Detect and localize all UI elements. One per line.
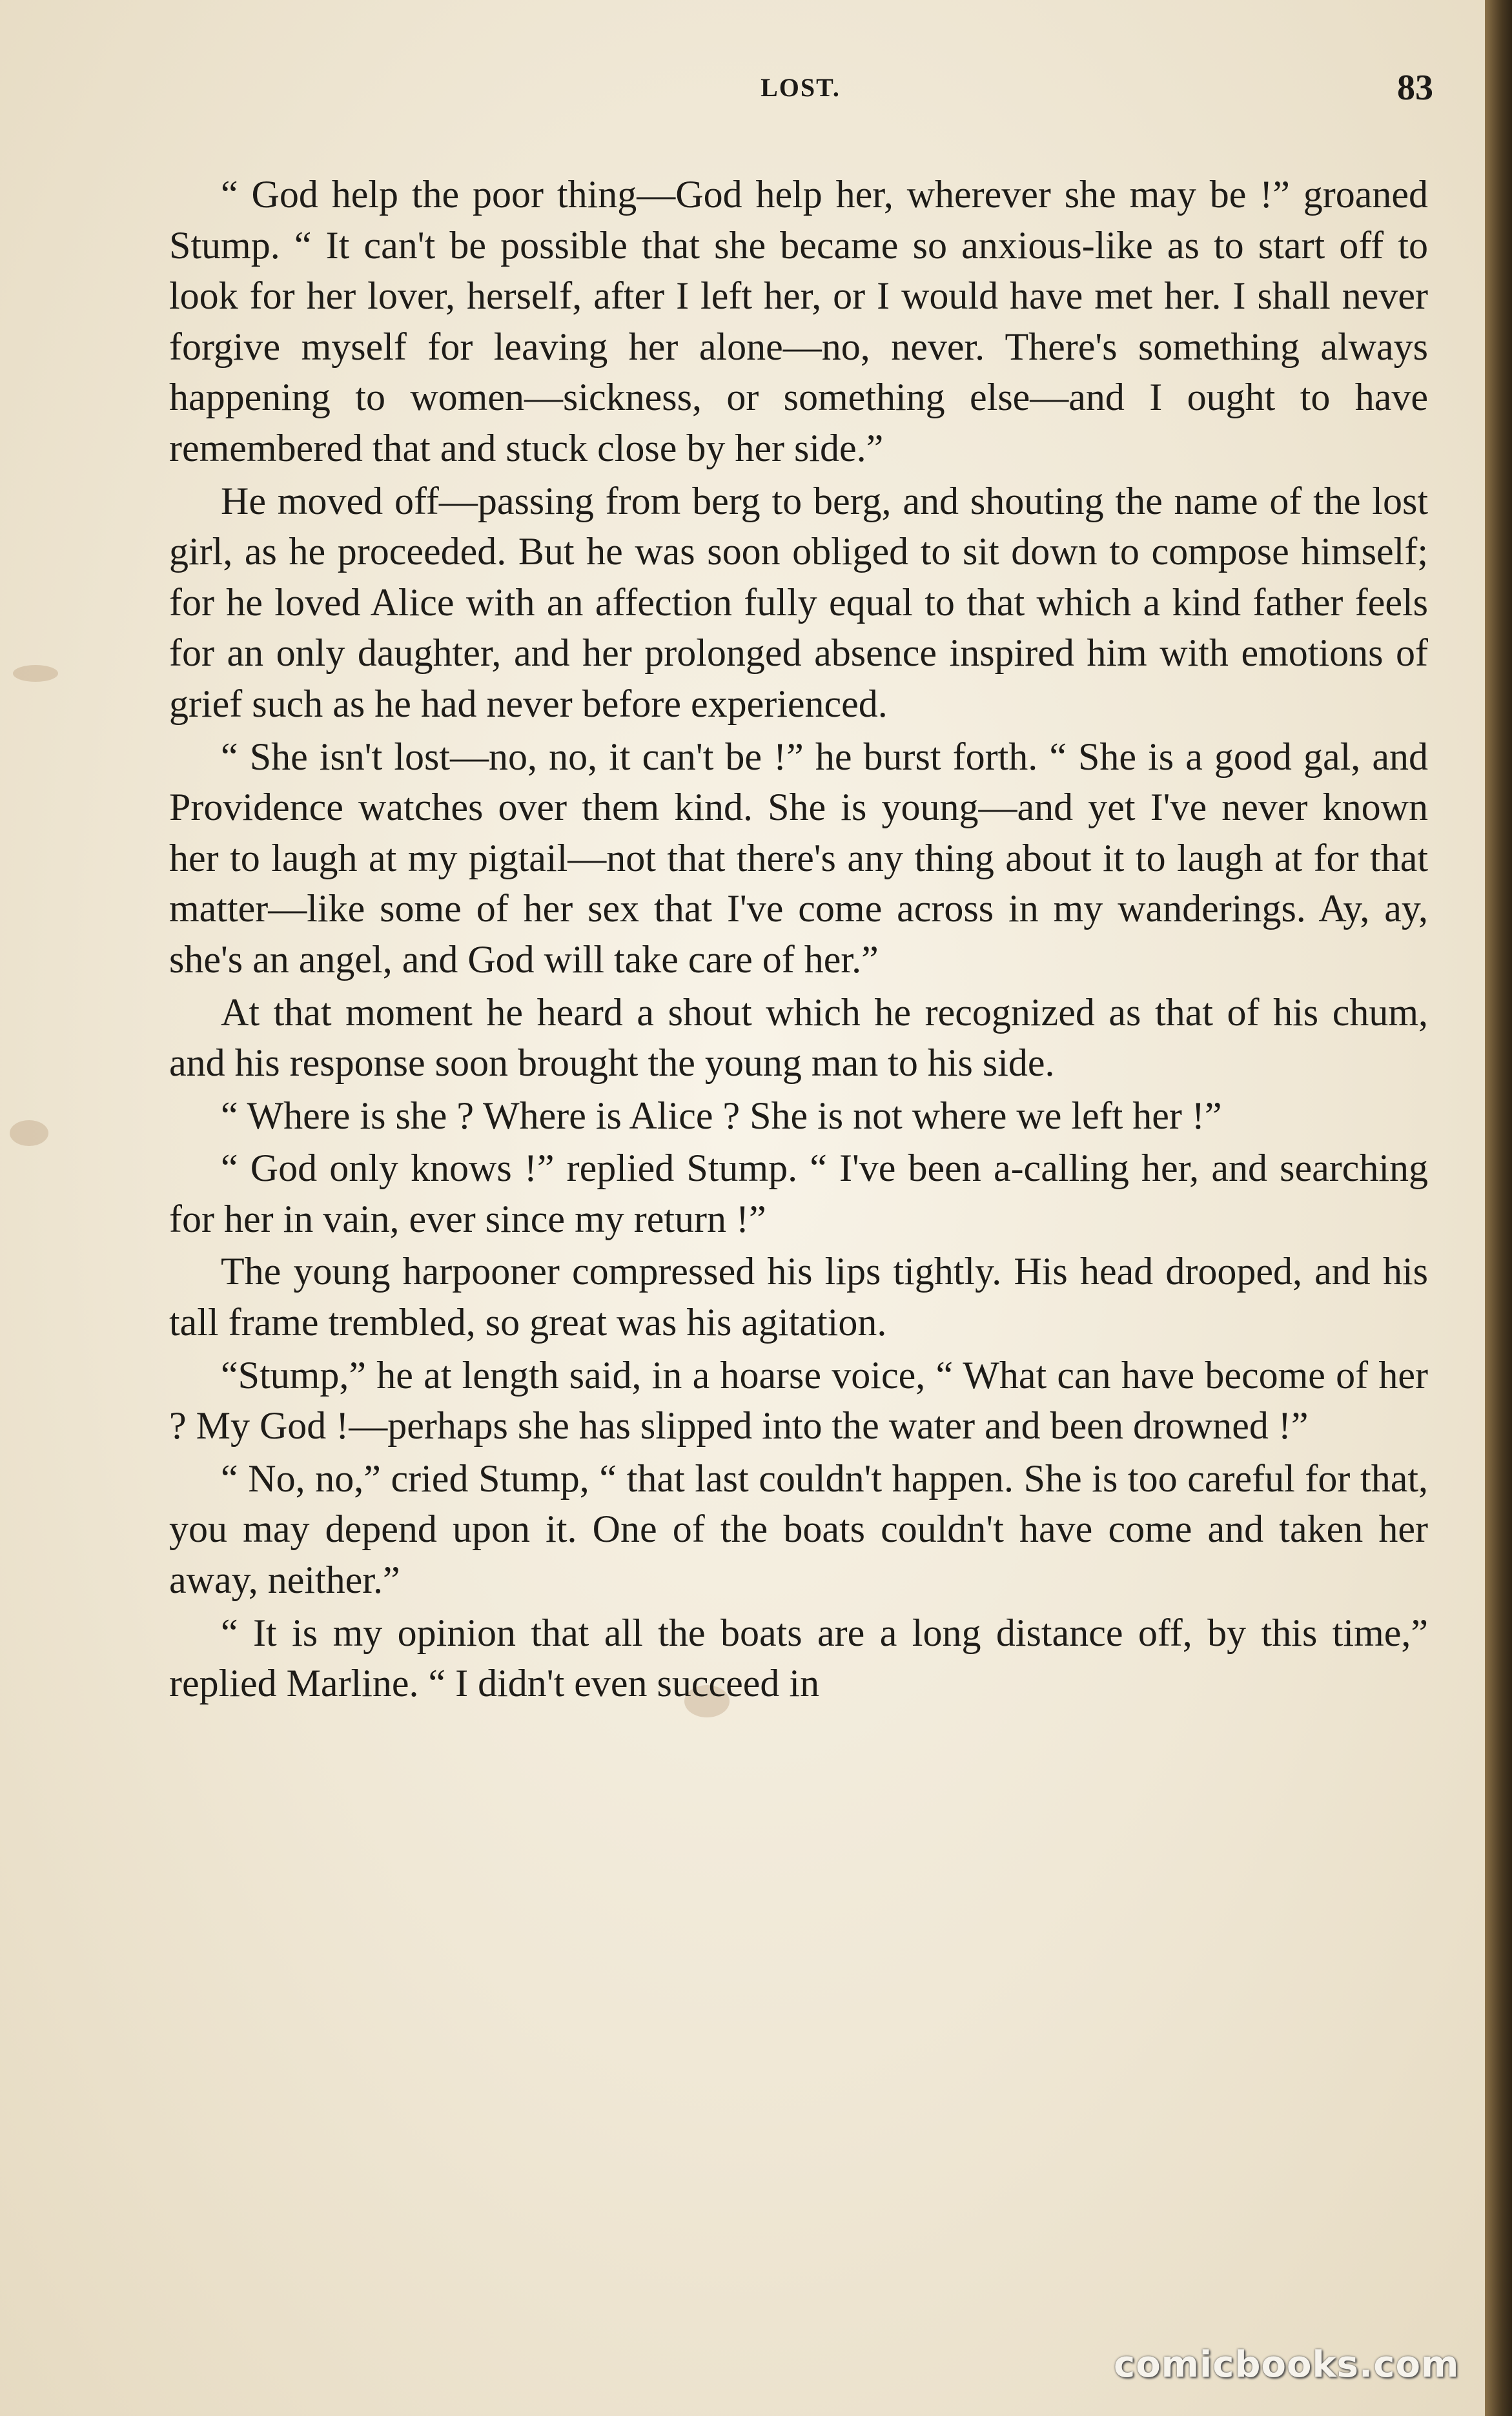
watermark: comicbooks.com [1114, 2344, 1460, 2386]
book-spine-edge [1485, 0, 1512, 2416]
paragraph: “ It is my opinion that all the boats are a long distance off, by this time,” replied Marline. “ I didn't even succeed in [169, 1611, 1428, 1705]
paragraph: He moved off—passing from berg to berg, and shouting the name of the lost girl, as he proceeded. But he was soon obliged to sit down to compose himself; for he loved Alice with an affection fully equal to that which a kind father feels for an only daughter, and her prolonged absence inspired him with emotions of grief such as he had never before experienced. [169, 479, 1428, 725]
paragraph: “ God help the poor thing—God help her, wherever she may be !” groaned Stump. “ It can't be possible that she became so anxious-like as to start off to look for her lover, herself, after I left her, or I would have met her. I shall never forgive myself for leaving her alone—no, never. There's something always happening to women—sickness, or something else—and I ought to have remembered that and stuck close by her side.” [169, 173, 1428, 469]
paragraph: “ No, no,” cried Stump, “ that last couldn't happen. She is too careful for that, you may depend upon it. One of the boats couldn't have come and taken her away, neither.” [169, 1457, 1428, 1602]
page-number: 83 [1397, 68, 1433, 108]
paper-stain [10, 1120, 48, 1146]
page-header [168, 68, 1433, 118]
body-text [169, 169, 1428, 1709]
paragraph: The young harpooner compressed his lips tightly. His head drooped, and his tall frame trembled, so great was his agitation. [169, 1250, 1428, 1344]
paragraph: “ God only knows !” replied Stump. “ I've been a-calling her, and searching for her in vain, ever since my return !” [169, 1147, 1428, 1240]
paragraph: “ Where is she ? Where is Alice ? She is not where we left her !” [221, 1094, 1222, 1137]
paragraph: At that moment he heard a shout which he recognized as that of his chum, and his response soon brought the young man to his side. [169, 990, 1428, 1085]
paper-stain [13, 665, 58, 682]
paragraph: “ She isn't lost—no, no, it can't be !” he burst forth. “ She is a good gal, and Providence watches over them kind. She is young—and yet I've never known her to laugh at my pigtail—not that there's any thing about it to laugh at for that matter—like some of her sex that I've come across in my wanderings. Ay, ay, she's an angel, and God will take care of her.” [169, 735, 1428, 981]
running-head: LOST. [761, 73, 841, 102]
paragraph: “Stump,” he at length said, in a hoarse voice, “ What can have become of her ? My God !—perhaps she has slipped into the water and been drowned !” [169, 1353, 1428, 1448]
